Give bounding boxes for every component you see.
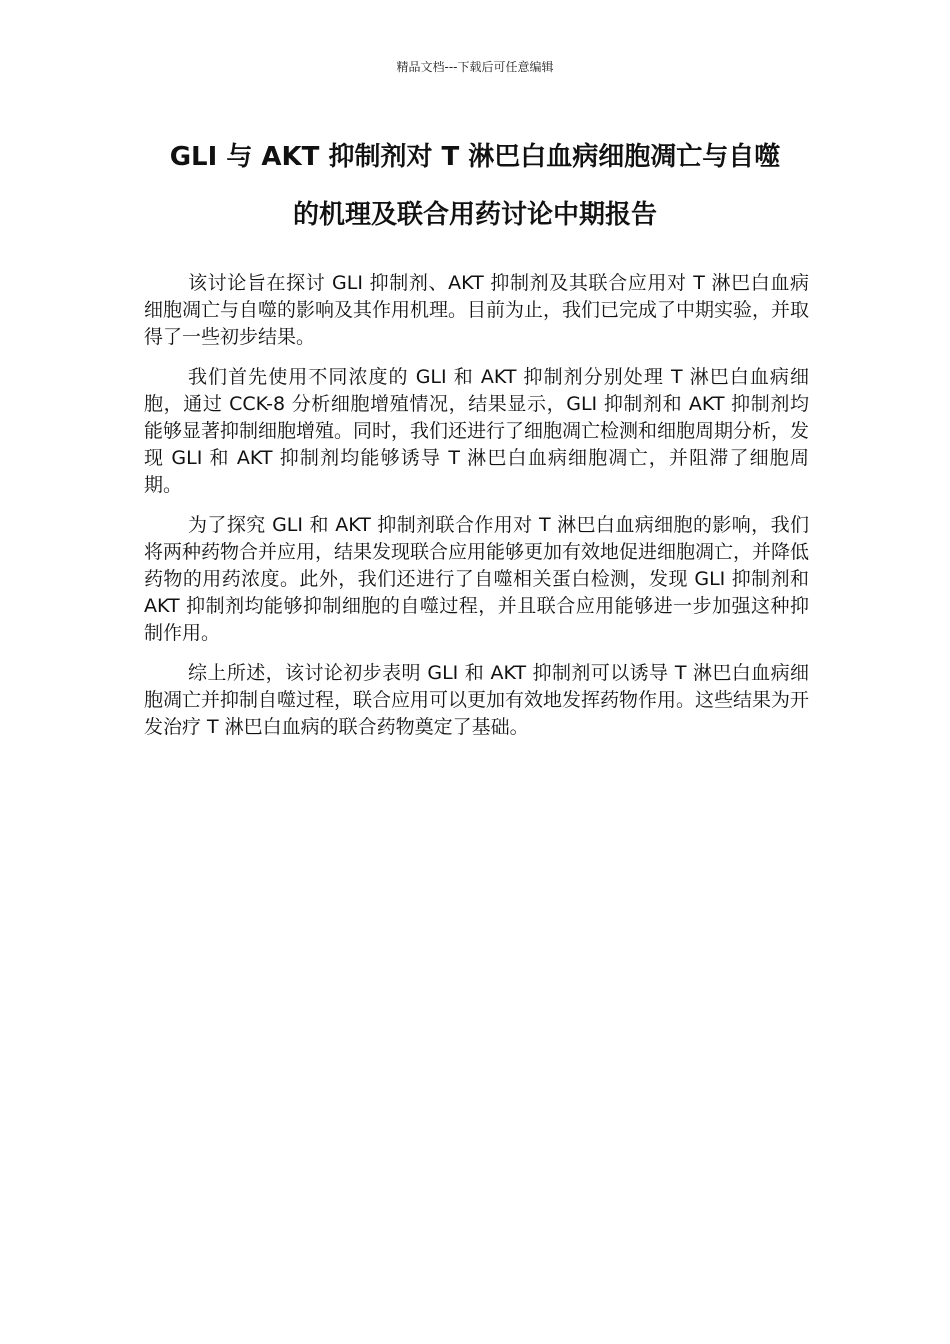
paragraph-2: 我们首先使用不同浓度的 GLI 和 AKT 抑制剂分别处理 T 淋巴白血病细胞，通过 CCK-8 分析细胞增殖情况，结果显示，GLI 抑制剂和 AKT 抑制剂均能够显著抑制细胞增殖。同时，我们还进行了细胞凋亡检测和细胞周期分析，发现 GLI 和 AKT 抑制剂均能够诱导 T 淋巴白血病细胞凋亡，并阻滞了细胞周期。 bbox=[144, 366, 810, 496]
header-note: 精品文档---下载后可任意编辑 bbox=[396, 60, 554, 74]
paragraph-4: 综上所述，该讨论初步表明 GLI 和 AKT 抑制剂可以诱导 T 淋巴白血病细胞凋亡并抑制自噬过程，联合应用可以更加有效地发挥药物作用。这些结果为开发治疗 T 淋巴白血病的联合药物奠定了基础。 bbox=[144, 662, 810, 738]
title-line-2: 的机理及联合用药讨论中期报告 bbox=[292, 200, 657, 230]
title-line-1: GLI 与 AKT 抑制剂对 T 淋巴白血病细胞凋亡与自噬 bbox=[169, 142, 781, 172]
paragraph-3: 为了探究 GLI 和 AKT 抑制剂联合作用对 T 淋巴白血病细胞的影响，我们将两种药物合并应用，结果发现联合应用能够更加有效地促进细胞凋亡，并降低药物的用药浓度。此外，我们还进行了自噬相关蛋白检测，发现 GLI 抑制剂和 AKT 抑制剂均能够抑制细胞的自噬过程，并且联合应用能够进一步加强这种抑制作用。 bbox=[144, 514, 810, 644]
document-body bbox=[144, 270, 809, 754]
document-title bbox=[120, 128, 830, 244]
paragraph-1: 该讨论旨在探讨 GLI 抑制剂、AKT 抑制剂及其联合应用对 T 淋巴白血病细胞凋亡与自噬的影响及其作用机理。目前为止，我们已完成了中期实验，并取得了一些初步结果。 bbox=[144, 272, 810, 348]
